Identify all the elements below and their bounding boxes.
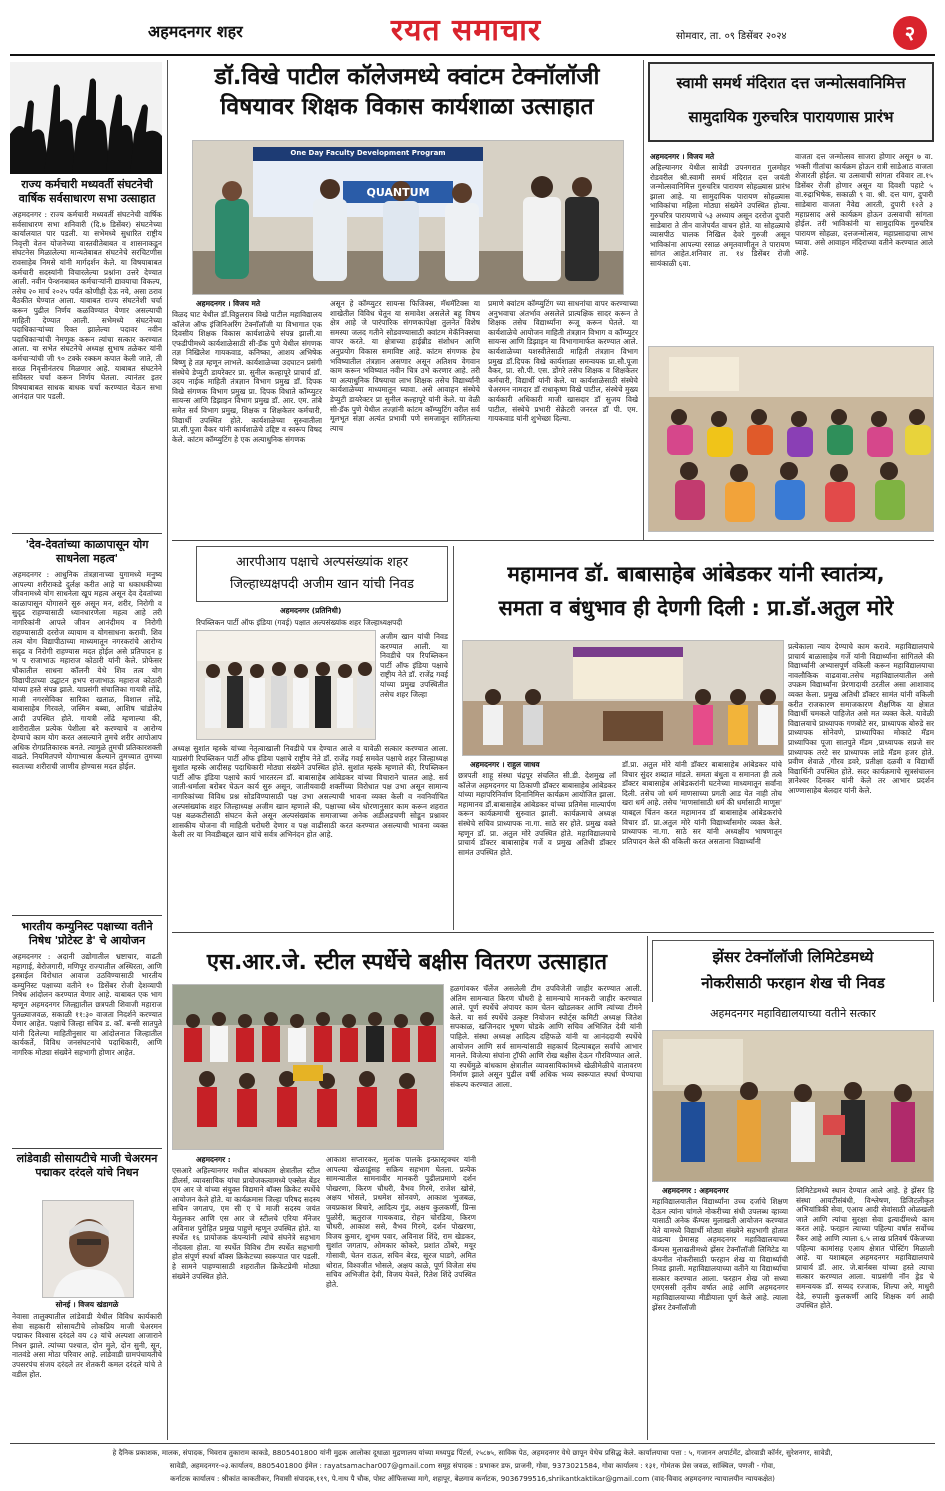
top-separator	[643, 60, 644, 540]
top-right-col2: वाजता दत्त जन्मोत्सव साजरा होणार असून ७ वा. भक्ती गीतांचा कार्यक्रम होऊन रात्री साडेआठ वाजता शेजारती होईल. या उत्सवाची सांगता रविवार ता.१५ डिसेंबर रोजी होणार असून या दिवशी पहाटे ५ वा.रुद्राभिषेक, सकाळी ९ वा. श्री. दत्त याग, दुपारी साडेबारा वाजता नैवेद्य आरती, दुपारी १२ते ३ महाप्रसाद असे कार्यक्रम होऊन उत्सवाची सांगता होईल. तरी भाविकांनी या सामुदायिक गुरुचरित्र पारायण सोहळा, दत्तजन्मोत्सव, महाप्रसादाचा लाभ घ्यावा. असे आवाहन मंदिराच्या वतीने करण्यात आले आहे.	[795, 152, 933, 257]
middle-section-rule	[172, 932, 934, 933]
left-story1-headline: राज्य कर्मचारी मध्यवर्ती संघटनेची वार्षिक सर्वसाधारण सभा उत्साहात	[18, 178, 156, 205]
middle-left-headline-1: आरपीआय पक्षाचे अल्पसंख्यांक शहर	[235, 555, 409, 570]
bottom-left-col3: हळगांवकर चॅलेंज असलेली टीम उपविजेती जाहीर करण्यात आली. अंतिम सामन्यात किरण चौधरी हे सामन्याचे मानकरी जाहीर करण्यात आले. पूर्ण स्पर्धेचे अंपायर काम चेतन खोडलकर आणि त्यांच्या टीमने केले. या सर्व स्पर्धेचे उत्कृष्ट नियोजन स्पोर्ट्स कमिटी अध्यक्ष जितेश सपकाळ, खजिनदार भूषण घोडके आणि सचिव अभिजित देवी यांनी पाहिले. संस्था अध्यक्ष आदित्य दहिफळे यांनी या आनंददायी स्पर्धेचे आयोजन आणि सर्व सामन्यांसाठी सहकार्य दिल्याबद्दल सर्वांचे आभार मानले. विजेत्या संघांना ट्रॉफी आणि रोख बक्षीस देऊन गौरविण्यात आले. या स्पर्धेमुळे बांधकाम क्षेत्रातील व्यावसायिकांमध्ये खेळीमेळीचे वातावरण निर्माण झाले असून पुढील वर्षी अधिक भव्य स्वरूपात स्पर्धा घेण्याचा संकल्प करण्यात आला.	[450, 984, 642, 1089]
newspaper-title: रयत समाचार	[390, 13, 542, 48]
top-center-headline-2: विषयावर शिक्षक विकास कार्यशाळा उत्साहात	[220, 94, 594, 120]
bottom-left-headline: एस.आर.जे. स्टील स्पर्धेचे बक्षीस वितरण उत्साहात	[206, 950, 608, 975]
protest-graphic	[10, 62, 162, 174]
page-number: २	[904, 21, 916, 45]
bottom-separator	[647, 936, 648, 1440]
cricket-team-photo	[172, 984, 444, 1150]
left-divider-2	[12, 915, 162, 916]
middle-separator	[453, 546, 454, 930]
rpi-group-photo	[196, 630, 376, 740]
footer-line-1: हे दैनिक प्रकाशक, मालक, संपादक, भिवराव तुकाराम काकडे, 8805401800 यांनी मुद्रक आलोका दूधाळा मुद्रणालय यांच्या मध्यपुढ पिंटर्स, २५८७५, साविक पेठ, अहमदनगर येथे छापून येथेच प्रसिद्ध केले. कार्यालयाचा पत्ता : ५, गजानन अपार्टमेंट, ढोरवाडी कॉर्नर, सुरेशनगर, सावेडी,	[112, 1448, 833, 1457]
top-section-rule	[172, 540, 934, 541]
middle-right-col2: डॉ.प्रा. अतुल मोरे यांनी डॉक्टर बाबासाहेब आंबेडकर यांचे विचार सुंदर शब्दात मांडले. समता बंधुता व समानता ही तत्वे डॉक्टर बाबासाहेब आंबेडकरांनी घटनेच्या माध्यमातून सर्वांना दिली. तसेच जो धर्म माणसाच्या प्रगती आड येत नाही तोच खरा धर्म आहे. तसेच 'माणसांसाठी धर्म की धर्मासाठी माणूस' याबद्दल चिंतन करत महामानव डॉ बाबासाहेब आंबेडकरांचे विचार डॉ. प्रा.अतुल मोरे यांनी विद्यार्थ्यांसमोर व्यक्त केले. प्राध्यापक ना.गा. साठे सर यांनी अध्यक्षीय भाषणातून प्रतिपादन केले की वकिली करत असताना विद्यार्थ्यांनी	[622, 760, 782, 846]
page-number-badge	[893, 16, 927, 50]
masthead-rule	[10, 54, 935, 56]
bottom-right-col2: लिमिटेडमध्ये स्थान देण्यात आले आहे. हे झेंसर हि संस्था आयटीसंबंधी, विश्लेषण, डिजिटलीकृत अभियांत्रिकी सेवा, एआय आदी सेवांसाठी ओळखली जाते आणि त्यांचा सुरक्षा सेवा इत्यादींमध्ये काम करत आहे. फरहान त्याच्या पहिल्या वर्षात सर्वोच्च रँकर आहे आणि त्याला ६.५ लाख प्रतिवर्ष पॅकेजच्या पहिल्या कामांसह एआय क्षेत्रात पोस्टिंग मिळाली आहे. या यशाबद्दल अहमदनगर महाविद्यालयाचे प्राचार्य डॉ. आर. जे.बार्नबस यांच्या हस्ते त्याचा सत्कार करण्यात आला. याप्रसंगी नॉन ड्रेड चे समन्वयक डॉ. सय्यद रज्जाक, शिल्पा अरे, माधुरी देडे, रुपाली कुलकर्णी आदि शिक्षक वर्ग आदी उपस्थित होते.	[796, 1186, 934, 1311]
parayan-photo	[648, 346, 934, 532]
left-story4-caption: सोनई । विजय खंडागळे	[55, 1300, 119, 1309]
top-right-headline-2: सामुदायिक गुरुचरित्र पारायणास प्रारंभ	[688, 108, 894, 126]
left-story4-headline: लांडेवाडी सोसायटीचे माजी चेअरमन पद्माकर दरंदले यांचे निधन	[16, 1152, 158, 1179]
left-story3-body: अहमदनगर : अदानी उद्योगातील भ्रष्टाचार, वाढती महागाई, बेरोजगारी, मणिपूर राज्यातील अस्थिरता, आणि इस्त्राईल विरोधात आवाज उठविण्यासाठी भारतीय कम्युनिस्ट पक्षाच्या वतीने १० डिसेंबर रोजी देशव्यापी निषेध आंदोलन करण्यात येणार आहे. याबाबत एक भाग म्हणून अहमदनगर जिल्ह्यातील छत्रपती शिवाजी महाराज पुतळ्याजवळ, सकाळी ११:३० वाजता निदर्शने करण्यात येणार आहेत. पक्षाचे जिल्हा सचिव ड. कॉ. बन्सी सातपुते यांनी दिलेल्या माहितीनुसार या आंदोलनात जिल्हातील कार्यकर्ते, विविध जनसंघटनांचे पदाधिकारी, आणि नागरिक मोठ्या संख्येने सहभागी होणार आहेत.	[12, 952, 162, 1057]
middle-right-byline: अहमदनगर । राहुल जाधव	[470, 760, 540, 769]
bottom-right-byline: अहमदनगर : अहमदनगर	[662, 1186, 729, 1195]
bottom-left-col2: आकाश सप्तारकर, मुलांक पालके इन्फ्रास्ट्रक्चर यांनी आपल्या खेळाडूंसह सक्रिय सहभाग घेतला. प्रत्येक सामन्यातील सामनावीर मानकरी पुढीलप्रमाणे दर्शन पोखरणा, किरण चौधरी, वैभव गिरमे, राजेश खोसे, अक्षय भोसले, प्रथमेश सोनवणे, आकाश भुजबळ, जयप्रकाश बिचारे, आदित्य गुंड, अक्षय कुलकर्णी, प्रिन्स पुळोरी, ऋतुराज गायकवाड, रोहन चोरडिया, किरण चौधरी, आकाश ससे, वैभव गिरमे, दर्शन पोखरणा, विजय कुमार, शुभम पवार, अविनाश शिंदे, राम खेडकर, सुशांत जगताप, ओमकार कोकरे, प्रशांत ठोंबरे, मयूर गोसावी, चेतन राऊत, सचिन बेरड, सूरज घाडगे, अमित थोरात, विश्वजीत भोसले, अक्षय काळे, पूर्ण विजेता संघ सचिव अभिजीत देवी, विजय येवले, रितेश शिंदे उपस्थित होते.	[326, 1155, 476, 1289]
middle-left-intro: रिपब्लिकन पार्टी ऑफ इंडिया (गवई) पक्षात अल्पसंख्यांक शहर जिल्हाध्यक्षपदी	[196, 618, 403, 627]
top-right-byline: अहमदनगर । विजय मते	[650, 152, 715, 161]
middle-left-headline-box	[196, 546, 448, 602]
top-right-headline-box	[648, 62, 934, 142]
left-story4-body: नेवासा तालुक्यातील लांडेवाडी येथील विविध कार्यकारी सेवा सहकारी सोसायटीचे लोकप्रिय माजी चेअरमन पद्माकर विश्वास दरंदले वय ८३ यांचे अल्पशा आजाराने निधन झाले. त्यांच्या पश्चात, दोन मुले, दोन सुनी, सून, नातवंडे असा मोठा परिवार आहे. लांडेवाडी ग्रामपंचायतीचे उपसरपंच संजय दरंदले तर शेतकरी कमल दरंदले यांचे ते वडील होत.	[12, 1312, 162, 1379]
bottom-left-col1: एसआरे अहिल्यानगर मधील बांधकाम क्षेत्रातील स्टील डीलर्स, व्यावसायिक यांचा प्रायोजकत्वामध्ये एक्सेल बेंडर एम आर जे यांच्या संयुक्त विद्यमाने बॉक्स क्रिकेट स्पर्धेचे आयोजन केले होते. या कार्यक्रमास जिल्हा परिषद सदस्य सचिन जगताप, एम सी ए चे माजी सदस्य जयंत येलूलकर आणि एस आर जे स्टीलचे एरिया मॅनेजर अविनाश पुरोहित प्रमुख पाहुणे म्हणून उपस्थित होते. या स्पर्धेत १६ प्रायोजक कंपन्यांनी त्यांचे संघनेत्रे सहभाग नोंदवला होता. या स्पर्धेत विविध टीम स्पर्धेत सहभागी होत संपूर्ण स्पर्धा बॉक्स क्रिकेटच्या स्वरूपात पार पडली. हे सामने पाहण्यासाठी शहरातील क्रिकेटप्रेमी मोठ्या संख्येने उपस्थित होते.	[172, 1166, 320, 1281]
middle-right-headline-1: महामानव डॉ. बाबासाहेब आंबेडकर यांनी स्वातंत्र्य,	[507, 562, 885, 586]
footer-line-3: कर्नाटक कार्यालय : श्रीकांत काकतीकर, निवासी संपादक,११९, पे.नाथ पै चौक, पोस्ट ऑफिसच्या मागे, शहापूर, बेळगाव कर्नाटक, 9036799516,shrikantkaktikar@gmail.com (वाद-विवाद अहमदनगर न्यायालयीन न्यायकक्षेत)	[170, 1474, 775, 1483]
bottom-left-byline: अहमदनगर :	[196, 1155, 231, 1164]
middle-left-byline: अहमदनगर (प्रतिनिधी)	[280, 606, 342, 615]
workshop-screen-text: QUANTUM	[366, 186, 430, 199]
left-story2-body: अहमदनगर : आधुनिक तंत्रज्ञानाच्या युगामध्ये मनुष्य आपल्या शरीराकडे दुर्लक्ष करीत आहे या धकाधकीच्या जीवनामध्ये योग साधनेला खूप महत्व असून देव देवतांच्या काळापासून योगासने सुरु असून मन, शरीर, निरोगी व सुदृढ राहण्यासाठी ध्यानधारणेला महत्व आहे तरी नागरिकांनी आपले जीवन आनंदीमय व निरोगी राहण्यासाठी दररोज व्यायाम व योगसाधना करावी. शिव तत्व योग विद्यापीठाच्या माध्यमातून नगरकरांचे आरोग्य सदृढ व निरोगी राहण्यास मदत होईल असे प्रतिपादन ह भ प राजाभाऊ महाराज कोठारी यांनी केले. प्रोफेसर चौकातील साधना कॉलनी येथे शिव तत्व योग विद्यापीठाच्या उद्घाटन हभप राजाभाऊ महाराज कोठारी यांच्या हस्ते संपन्न झाले. याप्रसंगी संचालिका गायत्री लोंढे, माजी नगरसेविका सारिका खताळ, विशाल लोंढे, बाबासाहेब गिरवले, जस्मिन बब्बा, आशिष चांडोलेय आदी उपस्थित होते. गायत्री लोंढे म्हणाल्या की, शारीरातील प्रत्येक पेशीला बरे करण्याचे व आरोग्य देण्याचे काम योग करत असल्याने तुमचे शरीर आपोआप अधिक रोगप्रतिकारक बनते. त्यामुळे तुमची प्रतिकारशक्ती वाढते. नियमितपणे योगाभ्यास केल्याने तुमच्यात तुमच्या स्वतःच्या शरीराची जाणीव होण्यास मदत होईल.	[12, 570, 162, 771]
workshop-photo	[192, 140, 624, 295]
left-divider-1	[12, 533, 162, 534]
top-center-col2: असून हे कॉम्प्युटर सायन्स फिजिक्स, मॅथमॅटिक्स या शाखेतील विविध घेतून या समावेश असलेले बहू विषय क्षेत्र आहे जे पारंपारिक संगणकापेक्षा तुलनेत विशेष समस्या जलद गतीने सोडवण्यासाठी क्वांटम मेकॅनिक्सचा वापर करते. या क्षेत्राच्या हाईब्रीड संशोधन आणि अनुप्रयोग विकास समाविष्ट आहे. कांटम संगणक हेच भविष्यातील तंत्रज्ञान असणार असून अतिशय वेगवान काम करून भविष्यात नवीन चित्र उभे करणार आहे. तरी या अत्याधुनिक विषयाचा लाभ शिक्षक तसेच विद्यार्थ्यांनी कार्यशाळेच्या माध्यमातून घ्यावा. असे आवाहन संस्थेचे डेप्युटी डायरेक्टर प्रा सुनील कल्हापूरे यांनी केले. या वेळी सी-डॅक पुणे येथील तज्ज्ञांनी कांटम कॉम्प्युटिंग वरील सर्व मूलभूत संज्ञा अत्यंत प्रभावी पणे समजावून सांगितल्या त्याच	[330, 299, 480, 433]
bottom-right-headline-2: नोकरीसाठी फरहान शेख ची निवड	[701, 974, 885, 992]
middle-left-body: अध्यक्ष सुशांत म्हस्के यांच्या नेतृत्वाखाली निवडीचे पत्र देण्यात आले व यावेळी सत्कार करण्यात आला. याप्रसंगी रिपब्लिकन पार्टी ऑफ इंडिया पक्षाचे राष्ट्रीय नेते डॉ. राजेंद्र गवई समवेत पक्षाचे शहर जिल्हाध्यक्ष सुशांत म्हस्के आदीसह पदाधिकारी मोठ्या संख्येने उपस्थित होते. सुशांत म्हस्के म्हणाले की, रिपब्लिकन पार्टी ऑफ इंडिया पक्षाचे कार्य भारतरत्न डॉ. बाबासाहेब आंबेडकर यांच्या विचाराने चालत आहे. सर्व जाती-धर्माला बरोबर घेऊन कार्य सुरु असून, जातीयवादी शक्तींच्या विरोधात पक्ष उभा असून सामान्य नागरिकांच्या विविध प्रश्न सोडविण्यासाठी पक्ष उभा असल्याची भावना व्यक्त केली व नवनिर्वाचित अल्पसंख्यांक शहर जिल्हाध्यक्ष अजीम खान म्हणाले की, पक्षाच्या ध्येय धोरणानुसार काम करून शहरात पक्ष बळकटीसाठी संघटन केले असून अल्पसंख्यांक समाजाच्या अनेक अडीअडचणी सोडून प्रश्नावर शासकीय योजना वी माहिती घरोघरी देणार व पक्ष वाढीसाठी करत करण्यात असल्याची भावना व्यक्त केली तर या निवडीबद्दल खान यांचे सर्वत्र अभिनंदन होत आहे.	[172, 744, 448, 840]
middle-left-headline-2: जिल्हाध्यक्षपदी अजीम खान यांची निवड	[229, 577, 415, 592]
workshop-banner-text: One Day Faculty Development Program	[290, 149, 446, 157]
left-story3-headline: भारतीय कम्युनिस्ट पक्षाच्या वतीने निषेध 'प्रोटेस्ट डे' चे आयोजन	[21, 920, 153, 947]
middle-left-side: अजीम खान यांची निवड करण्यात आली. या निवडीचे पत्र रिपब्लिकन पार्टी ऑफ इंडिया पक्षाचे राष्ट्रीय नेते डॉ. राजेंद्र गवई यांच्या प्रमुख उपस्थितीत तसेच शहर जिल्हा	[380, 632, 448, 699]
top-center-col1: विळद घाट येथील डॉ.विठ्ठलराव विखे पाटील महाविद्यालय कॉलेज ऑफ इंजिनिअरिंग टेक्नॉलॉजी या विभागात एक दिवसीय शिक्षक विकास कार्यशाळेचे संपन्न झाली.या एफडीपीमध्ये कार्यशाळेसाठी सी-डॅक पुणे येथील संगणक तज्ञ निखिलेश गायकवाड, कनिष्का, आशय अभिषेक बिष्णु हे तज्ञ म्हणून लाभले. कार्यशाळेच्या उदघाटन प्रसंगी संस्थेचे डेप्युटी डायरेक्टर प्रा. सुनील कल्हापूरे प्राचार्य डॉ. उदय नाईक माहिती तंत्रज्ञान विभाग प्रमुख डॉ. दिपक विखे संगणक विभाग प्रमुख प्रा. दिपक विधाते कॉम्प्युटर सायन्स आणि डिझाइन विभाग प्रमुख डॉ. आर. एम. तांबे समेत सर्व विभाग प्रमुख, शिक्षक व शिक्षकेतर कर्मचारी, विद्यार्थी उपस्थित होते. कार्यशाळेच्या सुरुवातीला प्रा.सी.पूजा वैकर यांनी कार्यशाळेचे उद्दिष्ट व स्वरूप विषद केले. कांटम कॉम्प्युटिंग हे एक अत्याधुनिक संगणक	[172, 310, 322, 444]
footer-rule	[10, 1443, 935, 1444]
left-col-separator	[167, 60, 168, 1440]
ambedkar-event-photo	[462, 640, 784, 756]
middle-right-col1: छत्रपती शाहू संस्था चंद्रपूर संचलित सी.डी. देशमुख लॉ कॉलेज अहमदनगर या ठिकाणी डॉक्टर बाबासाहेब आंबेडकर यांच्या महापरिनिर्वाण दिनानिमित्त कार्यक्रम आयोजित झाला. महामानव डॉ.बाबासाहेब आंबेडकर यांच्या प्रतिमेस माल्यार्पण करून कार्यक्रमाची सुरुवात झाली. कार्यक्रमाचे अध्यक्ष संस्थेचे सचिव प्राध्यापक ना.गा. साठे सर होते. प्रमुख वक्ते म्हणून डॉ. प्रा. अतुल मोरे उपस्थित होते. महाविद्यालयाचे प्राचार्य डॉक्टर बाबासाहेब गर्जे व प्रमुख अतिथी डॉक्टर सामंत उपस्थित होते.	[458, 771, 616, 857]
footer	[10, 1446, 935, 1488]
top-right-headline-1: स्वामी समर्थ मंदिरात दत्त जन्मोत्सवानिमित्त	[676, 74, 906, 92]
footer-line-2: सावेडी, अहमदनगर-०३.कार्यालय, 8805401800 ईमेल : rayatsamachar007@gmail.com समूह संपादक : प्रभाकर डफ, प्राजनी, गोवा, 9373021584, गोवा कार्यालय : १३१, गोमंतक प्रेस जवळ, सांक्विल, पणजी - गोवा,	[169, 1461, 776, 1470]
masthead	[0, 0, 945, 56]
top-center-byline: अहमदनगर । विजय मते	[196, 299, 261, 308]
bottom-right-headline-box	[652, 940, 934, 1002]
top-center-col3: प्रमाणे क्वांटम कॉम्प्युटिंग च्या साधनांचा वापर करण्याच्या अनुभवाचा अंतर्भाव असलेले प्रात्यक्षिक सादर करून ते शिक्षक तसेच विद्यार्थ्यांना रूजू करून घेतले. या कार्यशाळेचे आयोजन माहिती तंत्रज्ञान विभाग व कॉम्प्युटर सायन्स आणि डिझाइन या विभागामार्फत करण्यात आले. कार्यशाळेच्या यशस्वीतेसाठी माहिती तंत्रज्ञान विभाग प्रमुख डॉ.दिपक विखे कार्यशाळा समन्वयक प्रा.सौ.पूजा वैकर, प्रा. सौ.पी. एस. डोंगरे तसेच शिक्षक व शिक्षकेतर कर्मचारी, विद्यार्थी यांनी केले. या कार्यशाळेसाठी संस्थेचे चेअरमन नामदार डॉ राधाकृष्ण विखे पाटील, संस्थेचे मुख्य कार्यकारी अधिकारी माजी खासदार डॉ सुजय विखे पाटील, संस्थेचे प्रभारी सेक्रेटरी जनरल डॉ पी. एम. गायकवाड यांनी शुभेच्छा दिल्या.	[488, 299, 638, 424]
section-label: अहमदनगर शहर	[148, 22, 243, 41]
bottom-right-subhead: अहमदनगर महाविद्यालयाच्या वतीने सत्कार	[710, 1007, 876, 1020]
middle-right-headline-2: समता व बंधुभाव ही देणगी दिली : प्रा.डॉ.अतुल मोरे	[498, 596, 894, 620]
obituary-photo	[42, 1200, 134, 1298]
bottom-right-headline-1: झेंसर टेक्नॉलॉजी लिमिटेडमध्ये	[712, 948, 874, 966]
zensar-photo	[652, 1030, 934, 1182]
left-divider-3	[12, 1148, 162, 1149]
left-story2-headline: 'देव-देवतांच्या काळापासून योग साधनेला महत्व'	[25, 538, 149, 565]
bottom-right-col1: महाविद्यालयातील विद्यार्थ्यांना उच्च दर्जाचे शिक्षण देऊन त्यांना चांगले नोकरीच्या संधी उपलब्ध व्हाव्या यासाठी अनेक कॅम्पस मुलाखती आयोजन करण्यात येते यामध्ये विद्यार्थी मोठ्या संख्येने सहभागी होतात वाढत्या प्रेमासह अहमदनगर महाविद्यालयाच्या कॅम्पस मुलाखतीमध्ये झेंसर टेक्नॉलॉजी लिमिटेड या कंपनीत नोकरीसाठी फरहान शेख या विद्यार्थ्याची निवड झाली. महाविद्यालयाच्या वतीने या विद्यार्थ्याचा सत्कार करण्यात आला. फरहान शेख जो सध्या एमएससी तृतीय वर्षात आहे आणि अहमदनगर महाविद्यालयाच्या मीडीयाला पूर्ण केले आहे. त्याला झेंसर टेक्नॉलॉजी	[652, 1197, 788, 1312]
left-story1-body: अहमदनगर : राज्य कर्मचारी मध्यवर्ती संघटनेची वार्षिक सर्वसाधारण सभा शनिवारी (दि.७ डिसेंबर) संघटनेच्या कार्यालयात पार पडली. या सभेमध्ये सुधारित राष्ट्रीय निवृत्ती वेतन योजनेच्या वास्तवीतेबाबत व शासनाकडून संघटनेस मिळालेल्या मान्यतेबाबत संघटनेचे सरचिटणीस रावसाहेब निमसे यांनी मार्गदर्शन केले. या विषयाबाबत कर्मचारी सदस्यांनी विचारलेल्या प्रश्नांना उत्तरे देण्यात आली. नवीन पेन्शनबाबत कर्मचाऱ्यांनी द्यावयाचा विकल्प, तसेच २० मार्च २०२५ पर्यंत कोणीही देऊ नये, असा ठराव बैठकीत घेण्यात आला. याबाबत राज्य संघटनेशी चर्चा करून पुढील निर्णय कळविण्यात येणार असल्याची माहिती देण्यात आली. सभेमध्ये संघटनेच्या पदाधिकाऱ्यांच्या रिक्त झालेल्या पदावर नवीन पदाधिकाऱ्यांची नेमणूक करून त्यांचा सत्कार करण्यात आला. या सभेत संघटनेचे अध्यक्ष सुभाष तळेकर यांनी कर्मचाऱ्यांची जी ९० टक्के रक्कम कपात केली जाते, ती सरळ निवृत्तीनंतरच मिळणार आहे. याबाबत संघटनेने सविस्तर चर्चा करून निर्णय घेतला. त्यानंतर इतर विषयाबाबत साधक बाधक चर्चा करण्यात येऊन सभा आनंदात पार पडली.	[12, 210, 162, 402]
top-right-col1: अहिल्यानगर येथील सावेडी उपनगरात गुलमोहर रोडवरील श्री.स्वामी समर्थ मंदिरात दत्त जयंती जन्मोत्सवानिमित्त गुरुचरित्र पारायण सोहळ्यास प्रारंभ झाला आहे. या सामुदायिक पारायण सोहळ्यास भाविकांचा महिला मोठ्या संख्येने उपस्थित होत्या. गुरुचरित्र पारायणाचे ५३ अध्याय असून दररोज दुपारी साडेबारा ते तीन वाजेपर्यंत वाचन होते. या सोहळ्याचे व्यासपीठ चालक निखिल देवरे गुरुजी असून भाविकांना आपल्या रसाळ अमृतवाणीतून ते पारायण सांगत आहेत.शनिवार ता. १४ डिसेंबर रोजी सायंकाळी ६वा.	[650, 163, 790, 268]
issue-date: सोमवार, ता. ०९ डिसेंबर २०२४	[676, 31, 787, 42]
middle-right-col3: प्रत्येकाला न्याय देण्याचे काम करावे. महाविद्यालयाचे प्राचार्य बाळासाहेब गर्जे यांनी विद्यार्थ्यांना सांगितले की विद्यार्थ्यांनी अभ्यासपूर्ण वकिली करून महाविद्यालयाचा नावलौकिक वाढवावा.तसेच महाविद्यालयातील असे उपक्रम विद्यार्थ्यांना प्रेरणादायी ठरतील असा आशावाद व्यक्त केला. प्रमुख अतिथी डॉक्टर सामंत यांनी वकिली करीत राजकारण समाजकारण शैक्षणिक या क्षेत्रात विद्यार्थी चमकले पाहिजेत असे मत व्यक्त केले. यावेळी विद्यालयाचे प्राध्यापक गणबोटे सर, प्राध्यापक बोरुडे सर प्राध्यापक सोनेवणे, प्राध्यापिका मोकाटे मॅडम प्राध्यापिका पूजा सातपुते मॅडम ,प्राध्यापक सप्रजे सर प्राध्यापक तरटे सर प्राध्यापक लांडे मॅडम हजर होते. प्रवीण शेवाळे ,गौरव डवरे, प्रतीक्षा दळवी व विद्यार्थी विद्यार्थिनी उपस्थित होते. सदर कार्यक्रमाचे सूत्रसंचालन ज्ञानेश्वर दिनकर यांनी केले तर आभार प्रदर्शन आण्णासाहेब बेलदार यांनी केले.	[788, 642, 934, 795]
top-center-headline-1: डॉ.विखे पाटील कॉलेजमध्ये क्वांटम टेक्नॉलॉजी	[214, 64, 600, 90]
